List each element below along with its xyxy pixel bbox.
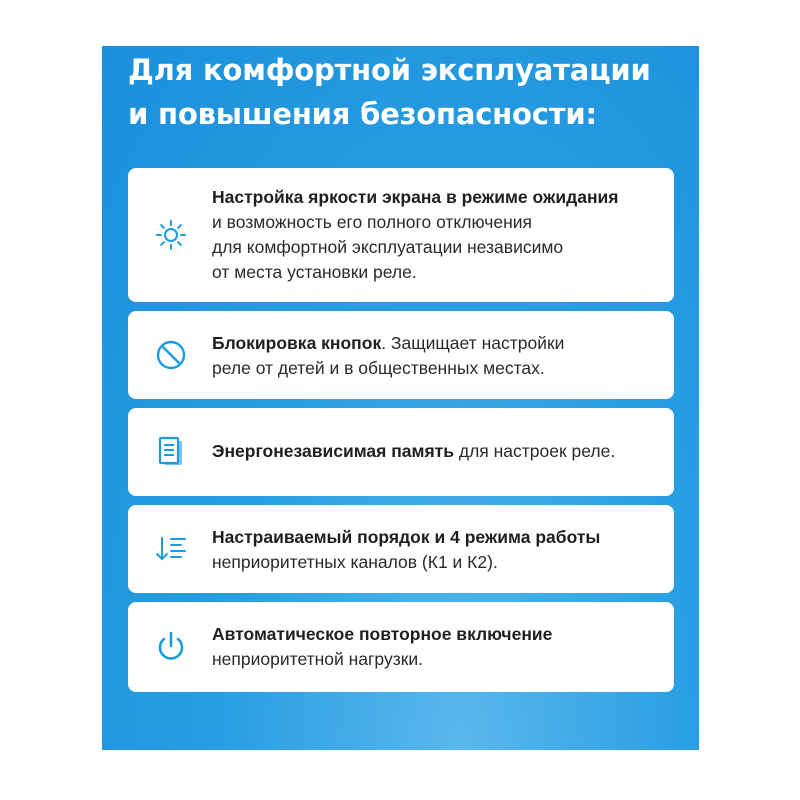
feature-text xyxy=(212,185,664,285)
feature-desc-line: от места установки реле. xyxy=(212,262,417,282)
feature-card-channel-order xyxy=(128,505,674,593)
feature-desc-inline: . Защищает настройки xyxy=(381,333,565,353)
feature-title: Блокировка кнопок xyxy=(212,333,382,353)
feature-desc-line: для комфортной эксплуатации независимо xyxy=(212,237,564,257)
block-icon xyxy=(154,338,188,372)
feature-text xyxy=(212,331,664,381)
feature-desc-line: и возможность его полного отключения xyxy=(212,212,532,232)
feature-title: Настройка яркости экрана в режиме ожидания xyxy=(212,187,619,207)
feature-title: Автоматическое повторное включение xyxy=(212,624,553,644)
feature-desc-line: неприоритетной нагрузки. xyxy=(212,649,424,669)
title-line-1: Для комфортной эксплуатации xyxy=(128,53,651,87)
feature-card-button-lock xyxy=(128,311,674,399)
sort-order-icon xyxy=(154,532,188,566)
power-icon xyxy=(154,630,188,664)
feature-desc-inline: для настроек реле. xyxy=(454,441,616,461)
feature-title: Настраиваемый порядок и 4 режима работы xyxy=(212,527,601,547)
feature-text xyxy=(212,525,664,575)
brightness-icon xyxy=(154,218,188,252)
feature-card-memory xyxy=(128,408,674,496)
feature-text xyxy=(212,439,664,464)
document-icon xyxy=(154,435,188,469)
title-line-2: и повышения безопасности: xyxy=(128,97,597,131)
feature-card-auto-restart xyxy=(128,602,674,692)
feature-text xyxy=(212,622,664,672)
info-panel xyxy=(102,46,699,750)
feature-card-brightness xyxy=(128,168,674,302)
feature-desc-line: реле от детей и в общественных местах. xyxy=(212,358,545,378)
feature-first-line xyxy=(212,331,664,356)
feature-desc-line: неприоритетных каналов (К1 и К2). xyxy=(212,552,498,572)
feature-title: Энергонезависимая память xyxy=(212,441,455,461)
page-title xyxy=(128,48,688,136)
feature-first-line xyxy=(212,439,664,464)
